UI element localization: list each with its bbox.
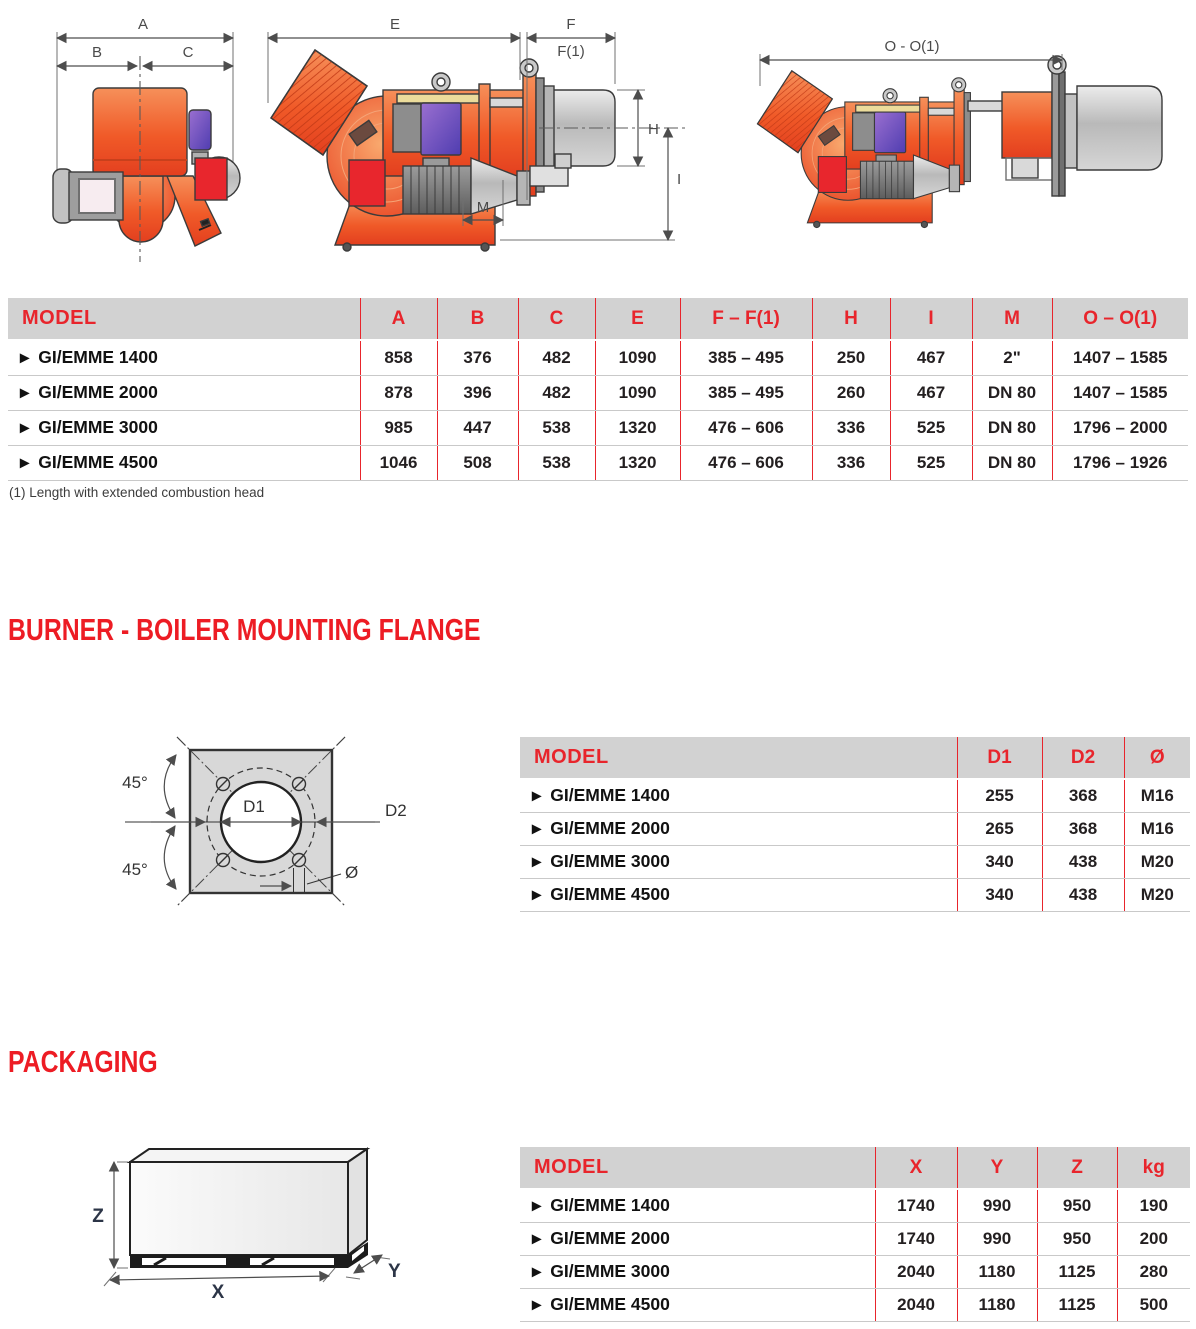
value-cell: 1407 – 1585 xyxy=(1052,340,1188,375)
column-header: D2 xyxy=(1042,737,1124,779)
model-name: GI/EMME 1400 xyxy=(550,785,670,806)
value-cell: 340 xyxy=(957,878,1042,911)
value-cell: 280 xyxy=(1117,1255,1190,1288)
table-row xyxy=(520,1222,1190,1255)
value-cell: 1407 – 1585 xyxy=(1052,375,1188,410)
dim-label-f: F xyxy=(566,16,576,33)
value-cell: 525 xyxy=(890,445,972,480)
burner-front-view-drawing xyxy=(15,8,255,276)
value-cell: 438 xyxy=(1042,845,1124,878)
table-row xyxy=(8,410,1188,445)
model-name: GI/EMME 3000 xyxy=(38,417,158,437)
value-cell: 990 xyxy=(957,1222,1037,1255)
table-row xyxy=(520,1255,1190,1288)
value-cell: M16 xyxy=(1124,812,1190,845)
column-header: D1 xyxy=(957,737,1042,779)
value-cell: 467 xyxy=(890,340,972,375)
value-cell: 385 – 495 xyxy=(680,375,812,410)
model-name: GI/EMME 2000 xyxy=(38,382,158,402)
model-cell xyxy=(520,1189,875,1222)
triangle-bullet-icon: ▶ xyxy=(20,455,30,470)
packaging-z-label: Z xyxy=(92,1206,104,1227)
dim-label-e: E xyxy=(389,16,401,33)
model-name: GI/EMME 4500 xyxy=(38,452,158,472)
value-cell: 255 xyxy=(957,779,1042,812)
value-cell: 368 xyxy=(1042,812,1124,845)
value-cell: 2" xyxy=(972,340,1052,375)
model-cell xyxy=(520,878,957,911)
model-cell xyxy=(520,1288,875,1321)
column-header: Y xyxy=(957,1147,1037,1189)
column-header: H xyxy=(812,298,890,340)
column-header: Z xyxy=(1037,1147,1117,1189)
table-row xyxy=(520,1189,1190,1222)
table-row xyxy=(520,1288,1190,1321)
value-cell: 1046 xyxy=(360,445,437,480)
column-header: I xyxy=(890,298,972,340)
value-cell: 878 xyxy=(360,375,437,410)
triangle-bullet-icon: ▶ xyxy=(20,350,30,365)
model-name: GI/EMME 3000 xyxy=(550,1261,670,1281)
value-cell: 438 xyxy=(1042,878,1124,911)
value-cell: 1796 – 1926 xyxy=(1052,445,1188,480)
model-cell xyxy=(520,779,957,812)
value-cell: 1740 xyxy=(875,1189,957,1222)
flange-angle-bottom-label: 45° xyxy=(122,860,148,879)
value-cell: 340 xyxy=(957,845,1042,878)
packaging-x-label: X xyxy=(211,1282,225,1303)
table-row xyxy=(520,878,1190,911)
value-cell: 476 – 606 xyxy=(680,445,812,480)
value-cell: M20 xyxy=(1124,878,1190,911)
value-cell: 1090 xyxy=(595,340,680,375)
column-header-model: MODEL xyxy=(520,737,957,779)
dimensions-table xyxy=(8,298,1188,481)
column-header: X xyxy=(875,1147,957,1189)
triangle-bullet-icon: ▶ xyxy=(532,1297,542,1312)
column-header: A xyxy=(360,298,437,340)
triangle-bullet-icon: ▶ xyxy=(532,887,542,902)
column-header: E xyxy=(595,298,680,340)
model-name: GI/EMME 3000 xyxy=(550,851,670,871)
value-cell: 476 – 606 xyxy=(680,410,812,445)
value-cell: M16 xyxy=(1124,779,1190,812)
value-cell: 368 xyxy=(1042,779,1124,812)
value-cell: 538 xyxy=(518,410,595,445)
dim-label-a: A xyxy=(137,16,149,33)
triangle-bullet-icon: ▶ xyxy=(532,788,542,803)
model-name: GI/EMME 2000 xyxy=(550,818,670,838)
model-name: GI/EMME 2000 xyxy=(550,1228,670,1248)
column-header: B xyxy=(437,298,518,340)
value-cell: 336 xyxy=(812,410,890,445)
value-cell: DN 80 xyxy=(972,375,1052,410)
value-cell: 260 xyxy=(812,375,890,410)
model-cell xyxy=(8,375,360,410)
model-cell xyxy=(520,812,957,845)
model-name: GI/EMME 4500 xyxy=(550,884,670,904)
model-cell xyxy=(520,1255,875,1288)
column-header: C xyxy=(518,298,595,340)
value-cell: 858 xyxy=(360,340,437,375)
triangle-bullet-icon: ▶ xyxy=(532,1264,542,1279)
value-cell: 1180 xyxy=(957,1288,1037,1321)
flange-d2-label: D2 xyxy=(385,801,407,820)
value-cell: 467 xyxy=(890,375,972,410)
value-cell: 376 xyxy=(437,340,518,375)
value-cell: 447 xyxy=(437,410,518,445)
value-cell: 1090 xyxy=(595,375,680,410)
column-header: kg xyxy=(1117,1147,1190,1189)
burner-side-view-drawing xyxy=(255,8,690,276)
flange-bolt-diameter-label: Ø xyxy=(345,863,359,882)
value-cell: 1125 xyxy=(1037,1288,1117,1321)
value-cell: DN 80 xyxy=(972,410,1052,445)
column-header: O – O(1) xyxy=(1052,298,1188,340)
value-cell: 336 xyxy=(812,445,890,480)
dim-label-h: H xyxy=(648,121,659,138)
value-cell: 482 xyxy=(518,375,595,410)
packaging-box xyxy=(130,1149,367,1255)
table-row xyxy=(520,845,1190,878)
dim-label-o: O - O(1) xyxy=(884,38,940,55)
column-header: Ø xyxy=(1124,737,1190,779)
value-cell: 500 xyxy=(1117,1288,1190,1321)
dim-label-f1: F(1) xyxy=(557,43,585,60)
value-cell: 1320 xyxy=(595,410,680,445)
value-cell: 1180 xyxy=(957,1255,1037,1288)
table-row xyxy=(8,340,1188,375)
mounting-flange-diagram xyxy=(55,722,450,937)
value-cell: 950 xyxy=(1037,1189,1117,1222)
value-cell: 1320 xyxy=(595,445,680,480)
value-cell: 950 xyxy=(1037,1222,1117,1255)
packaging-table xyxy=(520,1147,1190,1322)
value-cell: 2040 xyxy=(875,1255,957,1288)
table-row xyxy=(8,445,1188,480)
dim-label-c: C xyxy=(182,44,194,61)
value-cell: 190 xyxy=(1117,1189,1190,1222)
extended-head-assembly xyxy=(968,56,1162,196)
value-cell: 990 xyxy=(957,1189,1037,1222)
dim-label-m: M xyxy=(476,199,490,216)
value-cell: 1125 xyxy=(1037,1255,1117,1288)
burner-extended-head-drawing xyxy=(740,8,1196,276)
value-cell: 1796 – 2000 xyxy=(1052,410,1188,445)
triangle-bullet-icon: ▶ xyxy=(20,385,30,400)
burner-front-illustration xyxy=(53,88,240,246)
value-cell: 525 xyxy=(890,410,972,445)
model-name: GI/EMME 1400 xyxy=(38,347,158,368)
table-header-row xyxy=(520,737,1190,779)
dim-label-i: I xyxy=(677,171,682,188)
column-header: F – F(1) xyxy=(680,298,812,340)
model-cell xyxy=(520,845,957,878)
model-cell xyxy=(8,410,360,445)
value-cell: 508 xyxy=(437,445,518,480)
packaging-y-label: Y xyxy=(388,1261,401,1282)
flange-section-title: BURNER - BOILER MOUNTING FLANGE xyxy=(8,612,481,647)
value-cell: 538 xyxy=(518,445,595,480)
value-cell: 985 xyxy=(360,410,437,445)
flange-table xyxy=(520,737,1190,912)
value-cell: M20 xyxy=(1124,845,1190,878)
model-cell xyxy=(520,1222,875,1255)
value-cell: 482 xyxy=(518,340,595,375)
triangle-bullet-icon: ▶ xyxy=(532,854,542,869)
model-cell xyxy=(8,340,360,375)
triangle-bullet-icon: ▶ xyxy=(20,420,30,435)
flange-d1-label: D1 xyxy=(243,797,265,816)
table-row xyxy=(520,779,1190,812)
model-cell xyxy=(8,445,360,480)
value-cell: DN 80 xyxy=(972,445,1052,480)
table-row xyxy=(8,375,1188,410)
packaging-section-title: PACKAGING xyxy=(8,1044,158,1079)
column-header-model: MODEL xyxy=(520,1147,875,1189)
footnote: (1) Length with extended combustion head xyxy=(9,485,265,500)
table-header-row xyxy=(520,1147,1190,1189)
flange-angle-top-label: 45° xyxy=(122,773,148,792)
value-cell: 200 xyxy=(1117,1222,1190,1255)
triangle-bullet-icon: ▶ xyxy=(532,1198,542,1213)
table-header-row xyxy=(8,298,1188,340)
dim-label-b: B xyxy=(91,44,103,61)
column-header-model: MODEL xyxy=(8,298,360,340)
model-name: GI/EMME 4500 xyxy=(550,1294,670,1314)
model-name: GI/EMME 1400 xyxy=(550,1195,670,1216)
column-header: M xyxy=(972,298,1052,340)
value-cell: 2040 xyxy=(875,1288,957,1321)
value-cell: 385 – 495 xyxy=(680,340,812,375)
triangle-bullet-icon: ▶ xyxy=(532,1231,542,1246)
value-cell: 1740 xyxy=(875,1222,957,1255)
packaging-diagram xyxy=(60,1120,440,1325)
value-cell: 265 xyxy=(957,812,1042,845)
triangle-bullet-icon: ▶ xyxy=(532,821,542,836)
value-cell: 250 xyxy=(812,340,890,375)
value-cell: 396 xyxy=(437,375,518,410)
table-row xyxy=(520,812,1190,845)
